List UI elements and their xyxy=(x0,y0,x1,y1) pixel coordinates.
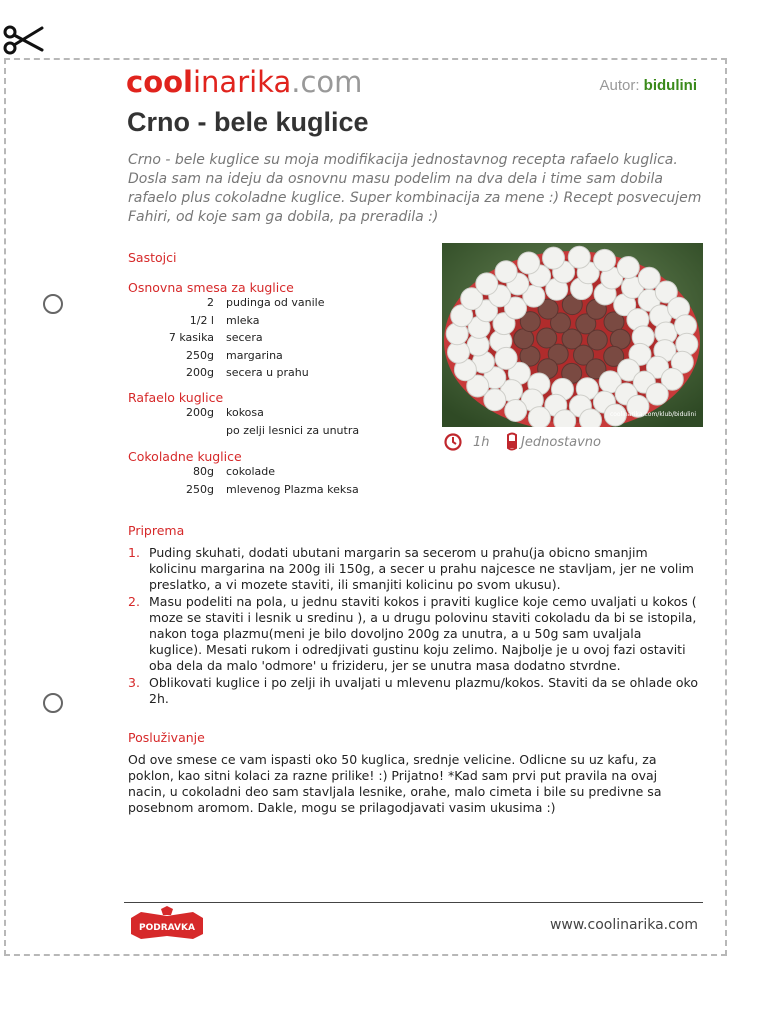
serving-text: Od ove smese ce vam ispasti oko 50 kuglica, srednje velicine. Odlicne su uz kafu, za poklon, kao sitni kolaci za razne prilike! :) Prijatno! *Kad sam prvi put pravila na ovaj nacin, u cokoladni deo sam stavljala lesnike, orahe, malo cimeta i bile su predivne sa posebnom aromom. Dakle, mogu se prilagodjavati vasim ukusima :) xyxy=(128,752,662,815)
ingredient-row: 250g margarina xyxy=(186,348,283,362)
preparation-step: 2. Masu podeliti na pola, u jednu staviti kokos i praviti kuglice koje cemo uvaljati u kokos ( moze se staviti i lesnik u sredinu ), a u drugu polovinu staviti cokoladu da bi se istopila, nakon toga plazmu(meni je bilo dovoljno 200g za unutra, a u 50g sam uvaljala kuglice). Mesati rukom i odredjivati gustinu koju zelimo. Najbolje je u ovoj fazi ostaviti oba dela da malo 'odmore' u frizideru, jer se unutra masa dodatno stvrdne. xyxy=(128,594,697,673)
coconut-ball xyxy=(594,249,616,271)
coconut-balls-image xyxy=(442,243,703,427)
coconut-ball xyxy=(617,257,639,279)
coconut-ball xyxy=(476,273,498,295)
ingredient-group-title: Cokoladne kuglice xyxy=(128,449,242,464)
ingredient-row: 1/2 l mleka xyxy=(189,313,260,327)
prep-time: 1h xyxy=(473,434,490,450)
ingredient-row: po zelji lesnici za unutra xyxy=(226,423,360,437)
coconut-ball xyxy=(554,410,576,427)
coconut-ball xyxy=(646,383,668,405)
ingredient-row: 200g secera u prahu xyxy=(186,366,309,379)
recipe-intro: Crno - bele kuglice su moja modifikacija jednostavnog recepta rafaelo kuglica. Dosla sam na ideju da osnovnu masu podelim na dva dela i time sam dobila rafaelo plus cokoladne kuglice. Super kombinacija za mene :) Recept posvecujem Fahiri, od koje sam ga dobila, pa preradila :) xyxy=(128,152,702,225)
difficulty: Jednostavno xyxy=(521,434,601,450)
binder-hole-top xyxy=(43,294,63,314)
coconut-ball xyxy=(505,400,527,422)
recipe-photo xyxy=(442,243,703,427)
podravka-logo xyxy=(127,906,207,942)
preparation-heading: Priprema xyxy=(128,523,185,538)
svg-text:coolinarika.com/klub/bidulini: coolinarika.com/klub/bidulini xyxy=(609,411,696,418)
coconut-ball xyxy=(543,247,565,269)
ingredient-row: 2 pudinga od vanile xyxy=(207,296,325,309)
coconut-ball xyxy=(528,407,550,427)
footer-url[interactable]: www.coolinarika.com xyxy=(549,917,698,933)
preparation-step: 1. Puding skuhati, dodati ubutani margarin sa secerom u prahu(ja obicno smanjim kolicinu margarina na 200g ili 150g, a secer u prahu najcesce ne stavljam, jer ne volim preslatko, a vi mozete staviti, ili smanjiti kolicinu po svom ukusu). xyxy=(128,545,694,592)
ingredient-list xyxy=(128,294,325,382)
ingredient-row: 7 kasika secera xyxy=(168,331,263,344)
binder-hole-bottom xyxy=(43,693,63,713)
author-label: Autor: xyxy=(599,77,640,94)
author-name[interactable]: bidulini xyxy=(643,77,697,94)
coolinarika-logo: coolinarika.com xyxy=(126,65,363,99)
scissors-icon xyxy=(2,22,44,58)
footer-divider xyxy=(124,902,703,903)
ingredient-group-title: Osnovna smesa za kuglice xyxy=(128,280,294,295)
ingredients-heading: Sastojci xyxy=(128,250,177,265)
ingredient-list xyxy=(128,404,359,439)
chef-hat-icon xyxy=(505,432,519,452)
coconut-ball xyxy=(495,347,517,369)
ingredient-group-title: Rafaelo kuglice xyxy=(128,390,224,405)
recipe-meta xyxy=(443,432,601,452)
chocolate-ball xyxy=(587,330,607,350)
svg-text:PODRAVKA: PODRAVKA xyxy=(139,923,195,933)
coconut-ball xyxy=(495,261,517,283)
ingredient-row: 80g cokolade xyxy=(193,465,276,478)
coconut-ball xyxy=(568,246,590,268)
serving-heading: Posluživanje xyxy=(128,730,205,745)
ingredient-list xyxy=(128,463,359,498)
chocolate-ball xyxy=(537,328,557,348)
coconut-ball xyxy=(580,409,602,427)
author-line xyxy=(599,77,697,94)
coconut-ball xyxy=(518,252,540,274)
ingredient-row: 250g mlevenog Plazma keksa xyxy=(186,482,359,496)
clock-icon xyxy=(443,432,463,452)
ingredient-row: 200g kokosa xyxy=(186,406,264,419)
preparation-step: 3. Oblikovati kuglice i po zelji ih uvaljati u mlevenu plazmu/kokos. Staviti da se ohlade oko 2h. xyxy=(128,675,698,706)
recipe-title: Crno - bele kuglice xyxy=(127,107,369,137)
preparation-steps xyxy=(128,545,698,708)
